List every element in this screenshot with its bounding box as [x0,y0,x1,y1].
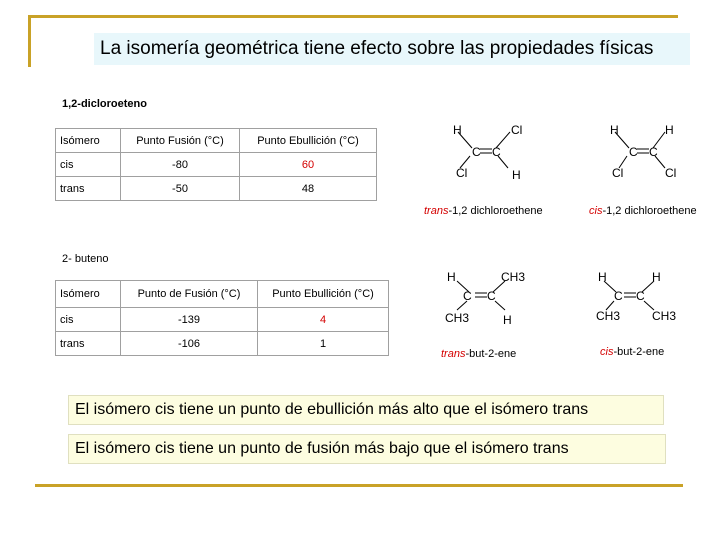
substituent-bottom-left: Cl [456,166,468,180]
caption-prefix: cis [600,346,614,358]
molecule-diagram [435,268,565,363]
caption-rest: -1,2 dichloroethene [602,205,697,217]
cell-boiling: 60 [240,153,377,177]
table-row [56,332,389,356]
cis-butene-structure [590,268,700,368]
dichloro-table [55,128,377,201]
substituent-bottom-left: CH3 [445,311,470,325]
structure-caption [600,346,664,358]
carbon-left: C [463,289,472,303]
substituent-bottom-right: CH3 [652,309,677,323]
substituent-bottom-left: Cl [612,166,624,180]
butene-section-label: 2- buteno [62,253,109,265]
substituent-top-left: H [453,123,462,137]
substituent-top-right: CH3 [501,270,526,284]
slide-title: La isomería geométrica tiene efecto sobre las propiedades físicas [94,33,690,65]
caption-prefix: trans [441,348,466,360]
header-boiling: Punto Ebullición (°C) [240,129,377,153]
substituent-top-right: H [665,123,674,137]
cell-fusion: -106 [121,332,258,356]
molecule-diagram [585,118,715,223]
cis-dichloroethene-structure [585,118,715,228]
cell-fusion: -80 [121,153,240,177]
conclusion-boiling-note: El isómero cis tiene un punto de ebullición más alto que el isómero trans [68,395,664,425]
substituent-top-right: Cl [511,123,523,137]
carbon-left: C [614,289,623,303]
molecule-diagram [590,268,700,363]
trans-butene-structure [435,268,565,368]
table-row [56,308,389,332]
caption-rest: -but-2-ene [613,346,665,358]
table-row [56,153,377,177]
substituent-bottom-right: H [512,168,521,182]
cell-boiling: 4 [258,308,389,332]
header-isomer: Isómero [56,281,121,308]
dichloro-section-label: 1,2-dicloroeteno [62,98,147,110]
substituent-bottom-right: Cl [665,166,677,180]
table-header-row [56,281,389,308]
caption-prefix: cis [589,205,603,217]
cell-fusion: -50 [121,177,240,201]
carbon-left: C [629,145,638,159]
substituent-bottom-left: CH3 [596,309,621,323]
header-fusion: Punto Fusión (°C) [121,129,240,153]
cell-isomer: cis [56,153,121,177]
cell-boiling: 48 [240,177,377,201]
substituent-top-left: H [598,270,607,284]
cell-boiling: 1 [258,332,389,356]
conclusion-fusion-note: El isómero cis tiene un punto de fusión más bajo que el isómero trans [68,434,666,464]
butene-table [55,280,389,356]
cell-isomer: trans [56,177,121,201]
frame-left-line [28,15,31,67]
carbon-right: C [492,145,501,159]
carbon-right: C [649,145,658,159]
caption-rest: -but-2-ene [465,348,517,360]
table-header-row [56,129,377,153]
header-fusion: Punto de Fusión (°C) [121,281,258,308]
caption-rest: -1,2 dichloroethene [448,205,543,217]
substituent-top-left: H [610,123,619,137]
carbon-right: C [636,289,645,303]
cell-fusion: -139 [121,308,258,332]
structure-caption [441,348,516,360]
substituent-top-left: H [447,270,456,284]
frame-bottom-line [35,484,683,487]
caption-prefix: trans [424,205,449,217]
molecule-diagram [420,118,550,223]
frame-top-line [28,15,678,18]
structure-caption [424,205,543,217]
carbon-right: C [487,289,496,303]
table-row [56,177,377,201]
substituent-bottom-right: H [503,313,512,327]
trans-dichloroethene-structure [420,118,550,228]
cell-isomer: trans [56,332,121,356]
cell-isomer: cis [56,308,121,332]
structure-caption [589,205,697,217]
substituent-top-right: H [652,270,661,284]
carbon-left: C [472,145,481,159]
header-isomer: Isómero [56,129,121,153]
header-boiling: Punto Ebullición (°C) [258,281,389,308]
